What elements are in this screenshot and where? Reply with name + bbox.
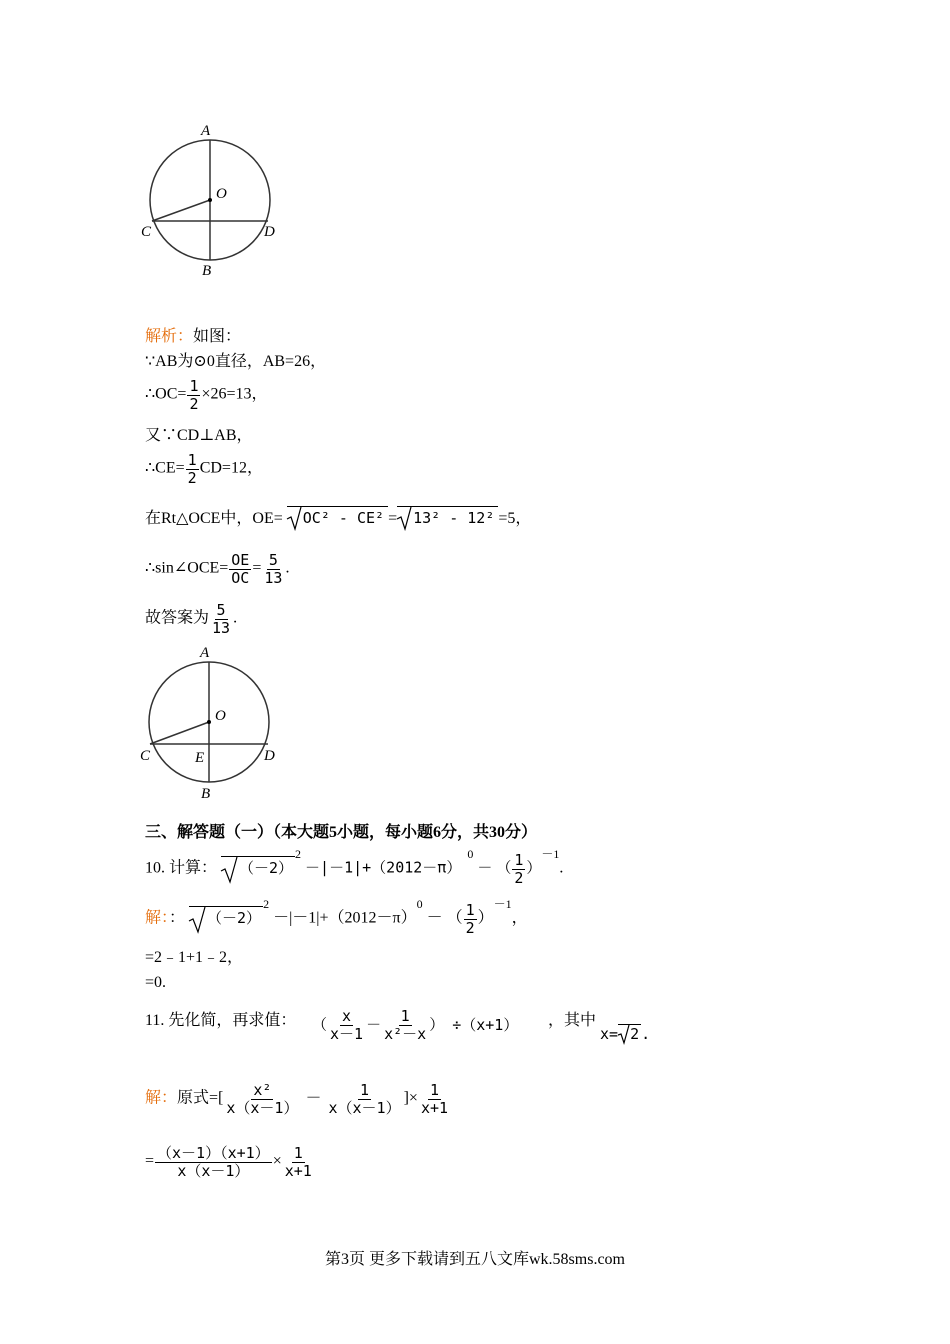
solution-10: 解：： $(-2)^2 -|-1|+(2012-\pi)^0$ － （ $\frac{1}{2}$ ）$^{-1}$， [145, 897, 528, 937]
analysis-label: 解析： [145, 328, 194, 345]
circle-figure-1 [135, 118, 285, 283]
label-O: O [216, 186, 227, 202]
analysis-line-2: ∴OC= $\frac{1}{2}$ ×26=13， [145, 377, 268, 413]
analysis-line-3: 又∵CD⊥AB， [145, 427, 253, 444]
solution-11-line-2: = $\frac{(x-1)(x+1)}{x(x-1)}$ × $\frac{1}{x+1}$ [145, 1144, 312, 1180]
label-O: O [215, 708, 226, 724]
analysis-heading: 解析：如图： [145, 328, 242, 345]
label-A: A [200, 645, 210, 661]
solution-label: 解： [145, 909, 170, 927]
solution-10-line-2: =2﹣1+1﹣2， [145, 949, 244, 966]
label-C: C [140, 748, 151, 764]
label-E: E [195, 750, 205, 766]
question-11-expression: （ $\frac{x}{x-1}$ － $\frac{1}{\text{x²－x}}$ ） ÷（x+1） [312, 1007, 519, 1043]
question-11-x-value: x= 2 . [600, 1025, 651, 1043]
analysis-line-4: ∴CE= $\frac{1}{2}$ CD=12， [145, 451, 263, 487]
analysis-answer: 故答案为 $\frac{5}{13}$ . [145, 601, 238, 637]
solution-11: 解：原式=[ $\frac{\text{x²}}{x(x-1)}$ － $\frac{1}{x(x-1)}$ ]× $\frac{1}{x+1}$ [145, 1081, 449, 1117]
circle-figure-2 [135, 640, 285, 805]
label-D: D [264, 224, 275, 240]
label-D: D [264, 748, 275, 764]
label-C: C [141, 224, 152, 240]
label-A: A [201, 123, 211, 139]
analysis-line-1: ∵AB为⊙0直径，AB=26， [145, 353, 327, 370]
page-footer: 第3页 更多下载请到五八文库wk.58sms.com [324, 1251, 625, 1268]
question-11-label: 11. 先化简，再求值： [145, 1012, 297, 1029]
solution-10-line-3: =0. [145, 974, 167, 991]
solution-label: 解： [145, 1089, 178, 1107]
analysis-line-6: ∴sin∠OCE= $\frac{OE}{OC}$ = $\frac{5}{13}$ . [145, 551, 290, 587]
label-B: B [201, 786, 211, 802]
section-title: 三、解答题（一）（本大题5小题，每小题6分，共30分） [145, 824, 538, 841]
label-B: B [202, 263, 212, 279]
question-10: 10. 计算： $(-2)^2 -|-1|+(2012-\pi)^0$ － （ $\frac{1}{2}$ ）$^{-1}$. [145, 847, 564, 887]
question-11-where: ，其中 [548, 1012, 597, 1029]
analysis-line-5: 在Rt△OCE中，OE= OC² - CE² = 13² - 12² =5， [145, 506, 531, 527]
